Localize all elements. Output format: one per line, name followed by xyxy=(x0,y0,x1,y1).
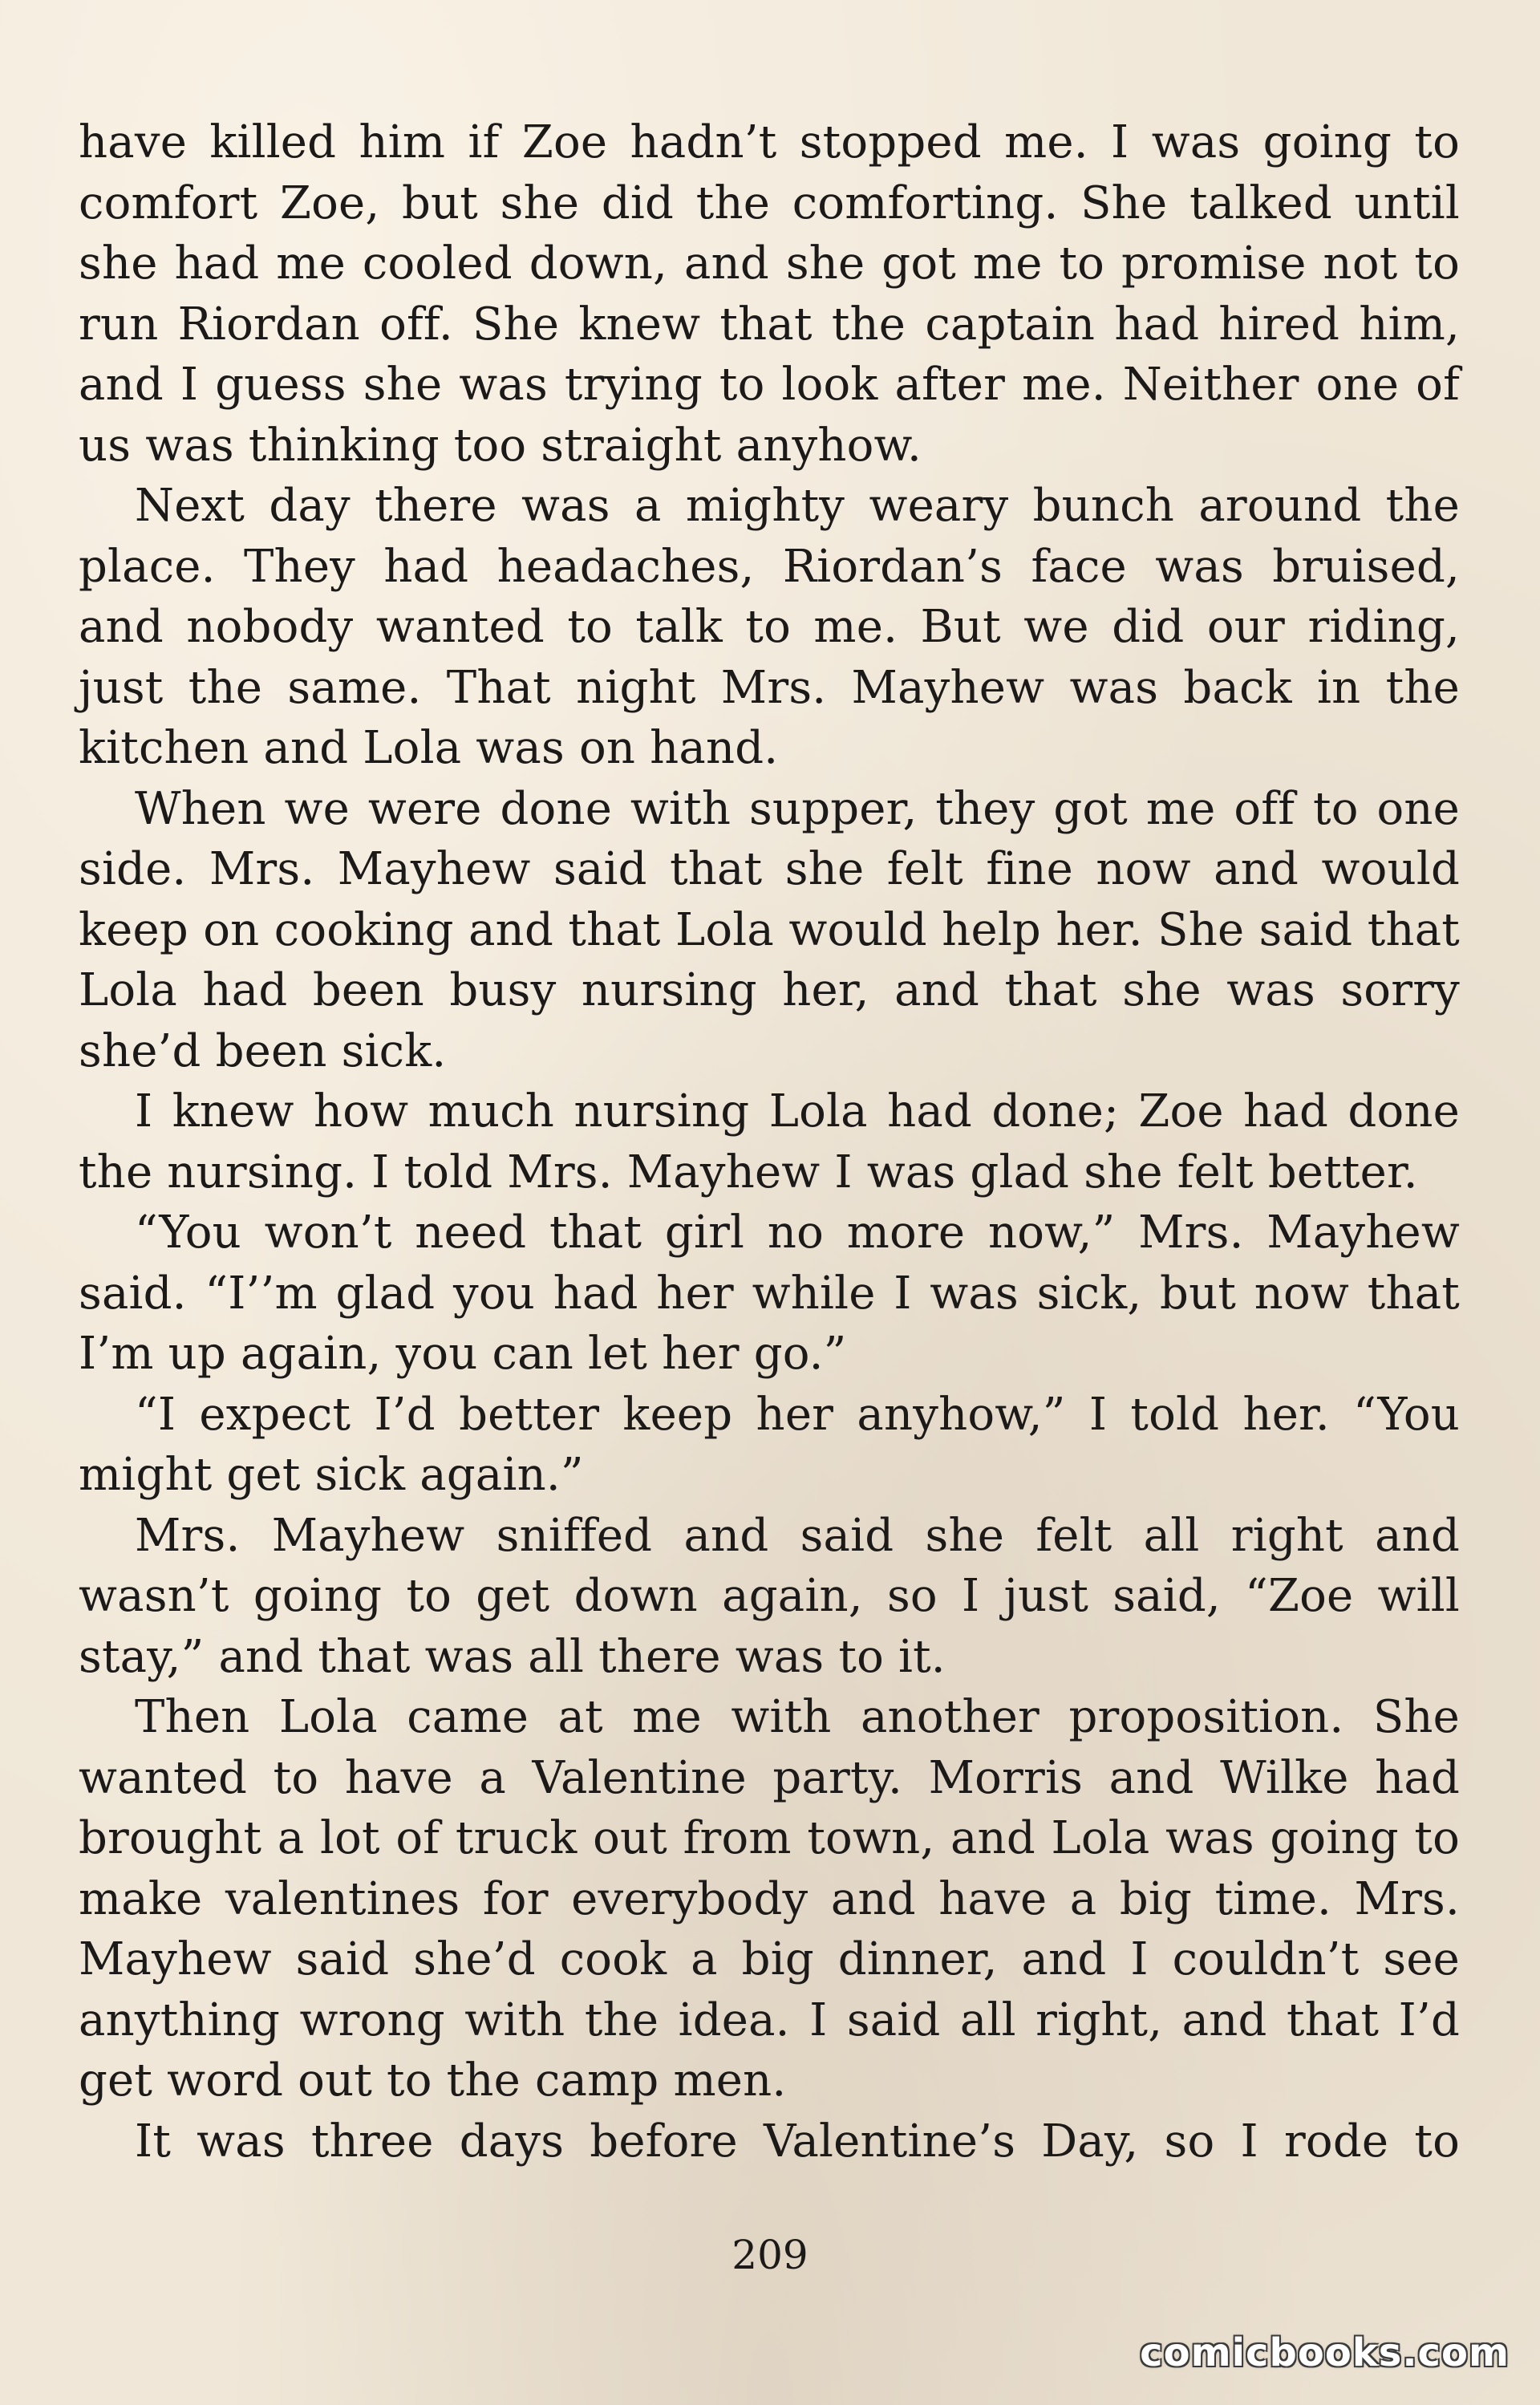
paragraph: Next day there was a mighty weary bunch around the place. They had headaches, Riordan’s face was bruised, and nobody wanted to talk to me. But we did our riding, just the same. That night Mrs. Mayhew was back in the kitchen and Lola was on hand. xyxy=(79,480,1460,774)
page-text xyxy=(79,112,1460,2172)
page-number: 209 xyxy=(732,2232,808,2278)
paragraph: “I expect I’d better keep her anyhow,” I told her. “You might get sick again.” xyxy=(79,1388,1460,1501)
paragraph: When we were done with supper, they got me off to one side. Mrs. Mayhew said that she felt fine now and would keep on cooking and that Lola would help her. She said that Lola had been busy nursing her, and that she was sorry she’d been sick. xyxy=(79,782,1460,1077)
paragraph: Mrs. Mayhew sniffed and said she felt all right and wasn’t going to get down again, so I just said, “Zoe will stay,” and that was all there was to it. xyxy=(79,1509,1460,1683)
paragraph: “You won’t need that girl no more now,” Mrs. Mayhew said. “I’’m glad you had her while I was sick, but now that I’m up again, you can let her go.” xyxy=(79,1207,1460,1380)
paragraph: Then Lola came at me with another proposition. She wanted to have a Valentine party. Morris and Wilke had brought a lot of truck out from town, and Lola was going to make valentines for everybody and have a big time. Mrs. Mayhew said she’d cook a big dinner, and I couldn’t see anything wrong with the idea. I said all right, and that I’d get word out to the camp men. xyxy=(79,1691,1460,2107)
watermark: comicbooks.com xyxy=(1140,2330,1510,2375)
paragraph: have killed him if Zoe hadn’t stopped me. I was going to comfort Zoe, but she did the comforting. She talked until she had me cooled down, and she got me to promise not to run Riordan off. She knew that the captain had hired him, and I guess she was trying to look after me. Neither one of us was thinking too straight anyhow. xyxy=(79,116,1460,472)
paragraph: It was three days before Valentine’s Day, so I rode to xyxy=(135,2115,1460,2168)
paragraph: I knew how much nursing Lola had done; Zoe had done the nursing. I told Mrs. Mayhew I was glad she felt better. xyxy=(79,1085,1460,1198)
